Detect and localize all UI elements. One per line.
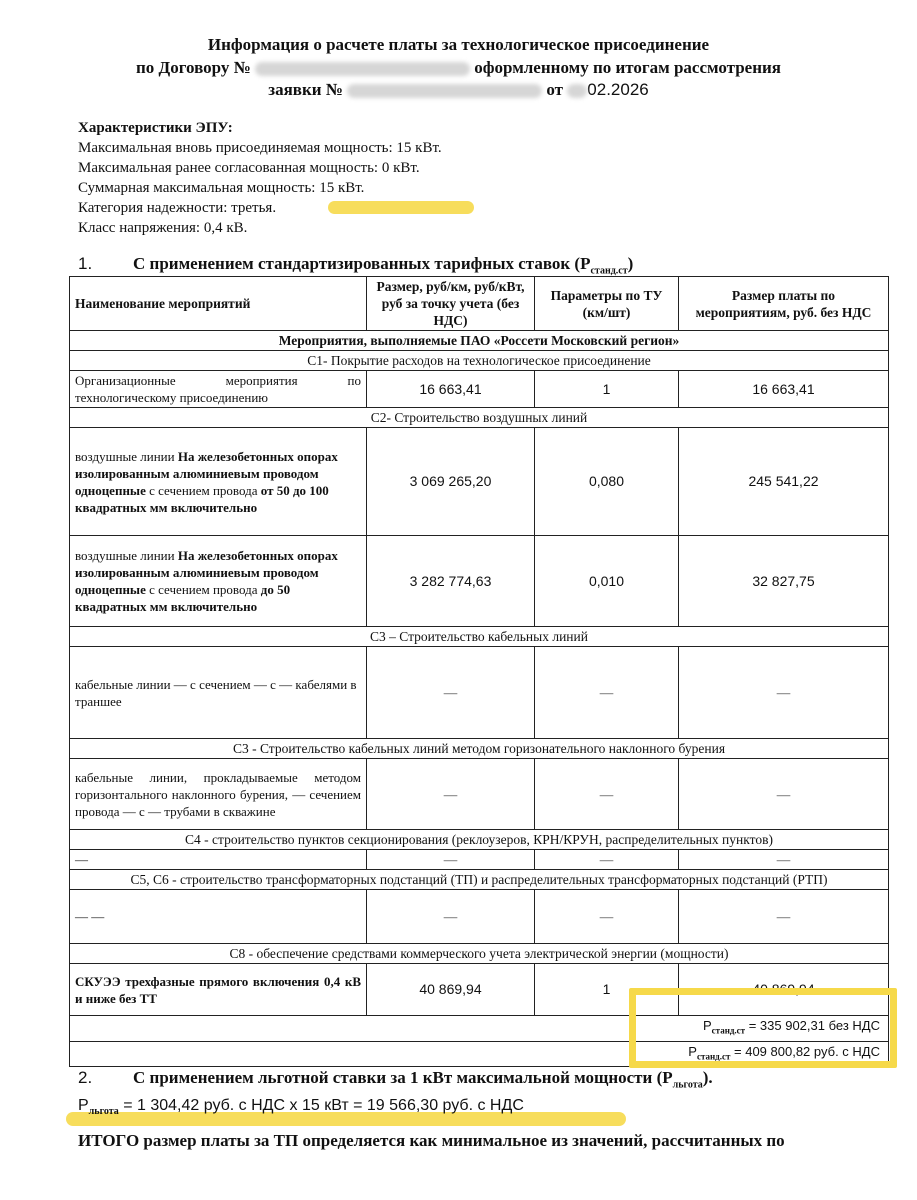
row-param: —	[535, 890, 679, 944]
redacted-day	[567, 84, 587, 98]
org-row: Мероприятия, выполняемые ПАО «Россети Московский регион»	[70, 331, 889, 351]
total-without-vat: $Р_{станд.ст} = 335$ 902,31 без НДС	[70, 1016, 889, 1042]
row-sum: —	[679, 890, 889, 944]
table-row	[70, 890, 889, 944]
char-line: Максимальная вновь присоединяемая мощность: 15 кВт.	[78, 140, 442, 156]
doc-title-line1: Информация о расчете платы за технологическое присоединение	[207, 35, 710, 54]
date-label: от	[546, 80, 564, 99]
row-sum: 40 869,94	[679, 964, 889, 1016]
row-name: воздушные линии На железобетонных опорах изолированным алюминиевым проводом одноцепные с сечением провода от 50 до 100 квадратных мм включительно	[70, 428, 367, 536]
group-title: С3 - Строительство кабельных линий методом горизонательного наклонного бурения	[70, 739, 889, 759]
table-row	[70, 647, 889, 739]
table-row	[70, 850, 889, 870]
row-param: 0,010	[535, 536, 679, 627]
row-name: СКУЭЭ трехфазные прямого включения 0,4 кВ и ниже без ТТ	[70, 964, 367, 1016]
row-sum: —	[679, 759, 889, 830]
table-row	[70, 371, 889, 408]
group-title: С5, С6 - строительство трансформаторных подстанций (ТП) и распределительных трансформаторных подстанций (РТП)	[70, 870, 889, 890]
row-param: —	[535, 850, 679, 870]
group-title: С4 - строительство пунктов секционирования (реклоузеров, КРН/КРУН, распределительных пунктов)	[70, 830, 889, 850]
char-line: Класс напряжения: 0,4 кВ.	[78, 220, 248, 236]
section2-number: 2.	[78, 1068, 93, 1087]
row-sum: 32 827,75	[679, 536, 889, 627]
row-rate: 3 069 265,20	[367, 428, 535, 536]
redacted-contract-number	[255, 62, 470, 76]
row-param: 0,080	[535, 428, 679, 536]
row-sum: 16 663,41	[679, 371, 889, 408]
row-sum: —	[679, 647, 889, 739]
highlight-mark	[328, 201, 474, 214]
col-header: Размер, руб/км, руб/кВт, руб за точку учета (без НДС)	[367, 277, 535, 331]
row-param: 1	[535, 371, 679, 408]
fee-table	[69, 276, 889, 1067]
row-rate: —	[367, 759, 535, 830]
lgota-formula: $Р_{льгота} = 1$ 304,42 руб. с НДС х 15 кВт = 19 566,30 руб. с НДС	[78, 1097, 524, 1118]
table-row	[70, 536, 889, 627]
group-title: С3 – Строительство кабельных линий	[70, 627, 889, 647]
col-header: Размер платы по мероприятиям, руб. без НДС	[679, 277, 889, 331]
row-rate: —	[367, 647, 535, 739]
doc-title-line2	[0, 57, 917, 79]
application-label: заявки №	[268, 80, 343, 99]
row-param: —	[535, 647, 679, 739]
row-name: кабельные линии, прокладываемые методом горизонтального наклонного бурения, — сечением провода — с — трубами в скважине	[70, 759, 367, 830]
table-row	[70, 428, 889, 536]
row-rate: 40 869,94	[367, 964, 535, 1016]
row-param: —	[535, 759, 679, 830]
row-name: Организационные мероприятия по технологическому присоединению	[70, 371, 367, 408]
section1-title: С применением стандартизированных тарифных ставок $(Р_{станд.ст})$	[133, 254, 634, 277]
contract-label: по Договору №	[135, 58, 251, 77]
group-title: С8 - обеспечение средствами коммерческого учета электрической энергии (мощности)	[70, 944, 889, 964]
row-rate: 3 282 774,63	[367, 536, 535, 627]
itogo-line: ИТОГО размер платы за ТП определяется как минимальное из значений, рассчитанных по	[78, 1131, 785, 1150]
row-sum: 245 541,22	[679, 428, 889, 536]
row-sum: —	[679, 850, 889, 870]
highlight-box	[629, 988, 897, 1068]
section2-title: С применением льготной ставки за 1 кВт максимальной мощности $(Р_{льгота})$.	[133, 1068, 713, 1091]
row-param: 1	[535, 964, 679, 1016]
row-rate: 16 663,41	[367, 371, 535, 408]
section1-number: 1.	[78, 254, 93, 273]
row-rate: —	[367, 890, 535, 944]
col-header: Наименование мероприятий	[70, 277, 367, 331]
application-date: 02.2026	[587, 80, 649, 99]
col-header: Параметры по ТУ (км/шт)	[535, 277, 679, 331]
row-name: кабельные линии — с сечением — с — кабелями в траншее	[70, 647, 367, 739]
row-rate: —	[367, 850, 535, 870]
table-row	[70, 759, 889, 830]
total-with-vat: $Р_{станд.ст} = 409$ 800,82 руб. с НДС	[70, 1041, 889, 1067]
char-line: Суммарная максимальная мощность: 15 кВт.	[78, 180, 365, 196]
row-name: воздушные линии На железобетонных опорах изолированным алюминиевым проводом одноцепные с сечением провода до 50 квадратных мм включительно	[70, 536, 367, 627]
char-line: Максимальная ранее согласованная мощность: 0 кВт.	[78, 160, 420, 176]
characteristics-title: Характеристики ЭПУ:	[78, 120, 233, 136]
doc-title-line3	[0, 79, 917, 101]
char-line: Категория надежности: третья.	[78, 200, 277, 216]
group-title: С1- Покрытие расходов на технологическое присоединение	[70, 351, 889, 371]
group-title: С2- Строительство воздушных линий	[70, 408, 889, 428]
contract-suffix: оформленному по итогам рассмотрения	[474, 58, 781, 77]
table-header-row	[70, 277, 889, 331]
redacted-application-number	[347, 84, 542, 98]
row-name: —	[70, 850, 367, 870]
row-name: — —	[70, 890, 367, 944]
